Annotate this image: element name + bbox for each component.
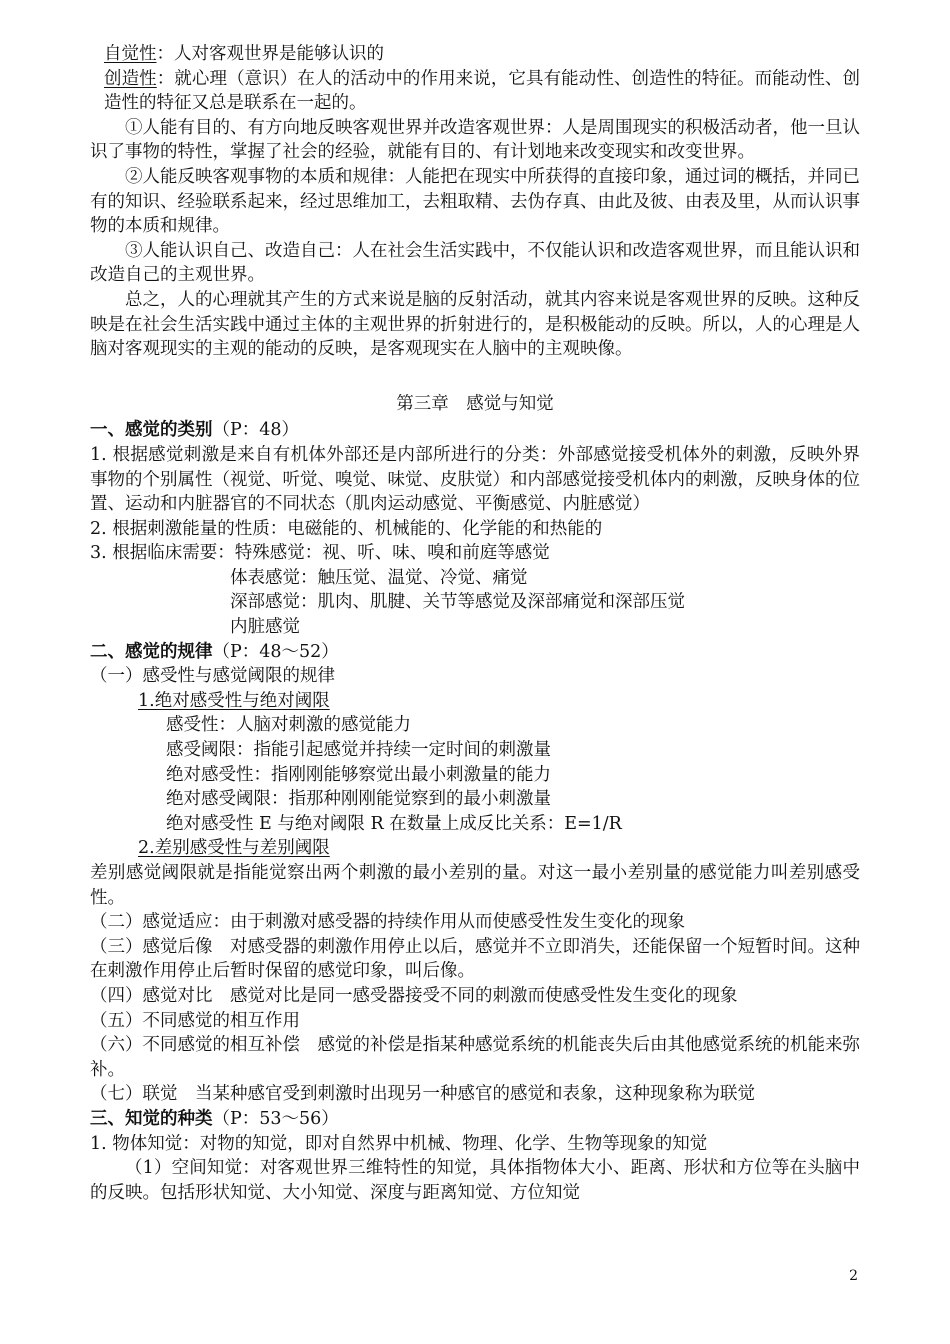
section1-item3: 3. 根据临床需要：特殊感觉：视、听、味、嗅和前庭等感觉 — [90, 543, 550, 564]
paragraph-chuangzao — [90, 67, 860, 116]
page-number: 2 — [849, 1268, 858, 1284]
section2-sub1: （一）感受性与感觉阈限的规律 — [90, 666, 335, 687]
section2-heading — [90, 640, 860, 665]
section1-title: 一、感觉的类别 — [90, 420, 213, 441]
section1-item1: 1. 根据感觉刺激是来自有机体外部还是内部所进行的分类：外部感觉接受机体外的刺激，反映外界事物的个别属性（视觉、听觉、嗅觉、味觉、皮肤觉）和内部感觉接受机体内的刺激，反映身体的位置、运动和内脏器官的不同状态（肌肉运动感觉、平衡感觉、内脏感觉） — [90, 444, 860, 515]
section2-sub1-1-title: 1.绝对感受性与绝对阈限 — [138, 690, 330, 711]
section1-page-ref: （P：48） — [212, 420, 300, 441]
section2-sub5: （五）不同感觉的相互作用 — [90, 1010, 300, 1031]
section2-sub3: （三）感觉后像 对感受器的刺激作用停止以后，感觉并不立即消失，还能保留一个短暂时间。这种在刺激作用停止后暂时保留的感觉印象，叫后像。 — [90, 936, 860, 982]
section3-item1: 1. 物体知觉：对物的知觉，即对自然界中机械、物理、化学、生物等现象的知觉 — [90, 1133, 708, 1154]
section2-sub1-2-title: 2.差别感受性与差别阈限 — [138, 838, 330, 859]
definition-formula: 绝对感受性 E 与绝对阈限 R 在数量上成反比关系：E=1/R — [166, 813, 622, 834]
section2-page-ref: （P：48～52） — [212, 641, 339, 662]
definition-absolute-threshold: 绝对感受阈限：指那种刚刚能觉察到的最小刺激量 — [166, 789, 551, 810]
page-content — [90, 42, 860, 1205]
paragraph-zijue — [90, 42, 860, 67]
section1-item2: 2. 根据刺激能量的性质：电磁能的、机械能的、化学能的和热能的 — [90, 518, 603, 539]
paragraph-point1: ①人能有目的、有方向地反映客观世界并改造客观世界：人是周围现实的积极活动者，他一旦认识了事物的特性，掌握了社会的经验，就能有目的、有计划地来改变现实和改变世界。 — [90, 117, 860, 163]
section1-item3-visceral: 内脏感觉 — [230, 617, 300, 638]
section2-sub1-1 — [90, 689, 860, 714]
term-chuangzao: 创造性 — [104, 68, 157, 89]
term-zijue: 自觉性 — [104, 44, 157, 64]
section2-sub7: （七）联觉 当某种感官受到刺激时出现另一种感官的感觉和表象，这种现象称为联觉 — [90, 1084, 755, 1105]
paragraph-summary: 总之，人的心理就其产生的方式来说是脑的反射活动，就其内容来说是客观世界的反映。这种反映是在社会生活实践中通过主体的主观世界的折射进行的，是积极能动的反映。所以，人的心理是人脑对客观现实的主观的能动的反映，是客观现实在人脑中的主观映像。 — [90, 289, 860, 360]
text-chuangzao: ：就心理（意识）在人的活动中的作用来说，它具有能动性、创造性的特征。而能动性、创造性的特征又总是联系在一起的。 — [104, 68, 860, 114]
difference-threshold-text: 差别感觉阈限就是指能觉察出两个刺激的最小差别的量。对这一最小差别量的感觉能力叫差别感受性。 — [90, 863, 860, 908]
section2-sub4: （四）感觉对比 感觉对比是同一感受器接受不同的刺激而使感受性发生变化的现象 — [90, 985, 738, 1006]
section1-item3-body: 体表感觉：触压觉、温觉、冷觉、痛觉 — [230, 567, 528, 588]
section3-item1-1: （1）空间知觉：对客观世界三维特性的知觉，具体指物体大小、距离、形状和方位等在头脑中的反映。包括形状知觉、大小知觉、深度与距离知觉、方位知觉 — [90, 1158, 860, 1203]
definition-threshold: 感受阈限：指能引起感觉并持续一定时间的刺激量 — [166, 740, 551, 761]
section2-title: 二、感觉的规律 — [90, 641, 213, 662]
section3-page-ref: （P：53～56） — [212, 1108, 339, 1129]
chapter-title: 第三章 感觉与知觉 — [396, 393, 554, 414]
section1-heading — [90, 418, 860, 443]
definition-sensitivity: 感受性：人脑对刺激的感觉能力 — [166, 715, 411, 736]
section2-sub1-2 — [90, 836, 860, 861]
section2-sub6: （六）不同感觉的相互补偿 感觉的补偿是指某种感觉系统的机能丧失后由其他感觉系统的机能来弥补。 — [90, 1035, 860, 1080]
text-zijue: ：人对客观世界是能够认识的 — [156, 44, 384, 64]
section2-sub2: （二）感觉适应：由于刺激对感受器的持续作用从而使感受性发生变化的现象 — [90, 912, 685, 933]
section1-item3-deep: 深部感觉：肌肉、肌腱、关节等感觉及深部痛觉和深部压觉 — [230, 592, 685, 613]
section3-title: 三、知觉的种类 — [90, 1108, 213, 1129]
paragraph-point3: ③人能认识自己、改造自己：人在社会生活实践中，不仅能认识和改造客观世界，而且能认识和改造自己的主观世界。 — [90, 240, 860, 286]
section3-heading — [90, 1107, 860, 1132]
definition-absolute-sensitivity: 绝对感受性：指刚刚能够察觉出最小刺激量的能力 — [166, 764, 551, 785]
paragraph-point2: ②人能反映客观事物的本质和规律：人能把在现实中所获得的直接印象，通过词的概括，并同已有的知识、经验联系起来，经过思维加工，去粗取精、去伪存真、由此及彼、由表及里，从而认识事物的本质和规律。 — [90, 166, 860, 237]
